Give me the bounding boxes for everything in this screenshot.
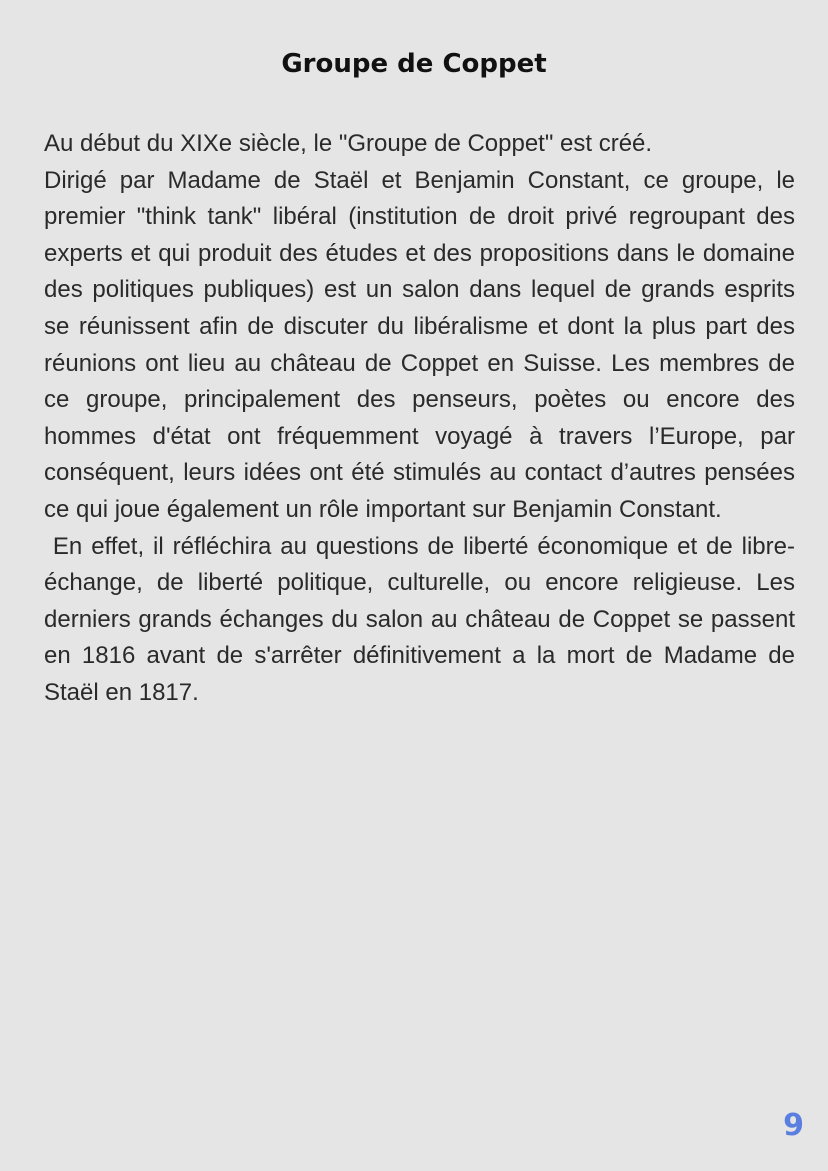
page-number: 9	[783, 1108, 804, 1143]
paragraph-constant-reflection: En effet, il réfléchira au questions de liberté économique et de libre-échange, de liberté politique, culturelle, ou encore religieuse. Les derniers grands échanges du salon au château de Coppet se passent en 1816 avant de s'arrêter définitivement a la mort de Madame de Staël en 1817.	[44, 532, 802, 706]
page-title: Groupe de Coppet	[281, 49, 547, 79]
paragraph-group-description: Dirigé par Madame de Staël et Benjamin Constant, ce groupe, le premier "think tank" libéral (institution de droit privé regroupant des experts et qui produit des études et des propositions dans le domaine des politiques publiques) est un salon dans lequel de grands esprits se réunissent afin de discuter du libéralisme et dont la plus part des réunions ont lieu au château de Coppet en Suisse. Les membres de ce groupe, principalement des penseurs, poètes ou encore des hommes d'état ont fréquemment voyagé à travers l’Europe, par conséquent, leurs idées ont été stimulés au contact d’autres pensées ce qui joue également un rôle important sur Benjamin Constant.	[44, 166, 795, 523]
paragraph-intro: Au début du XIXe siècle, le "Groupe de Coppet" est créé.	[44, 130, 653, 157]
body-text	[44, 126, 802, 712]
